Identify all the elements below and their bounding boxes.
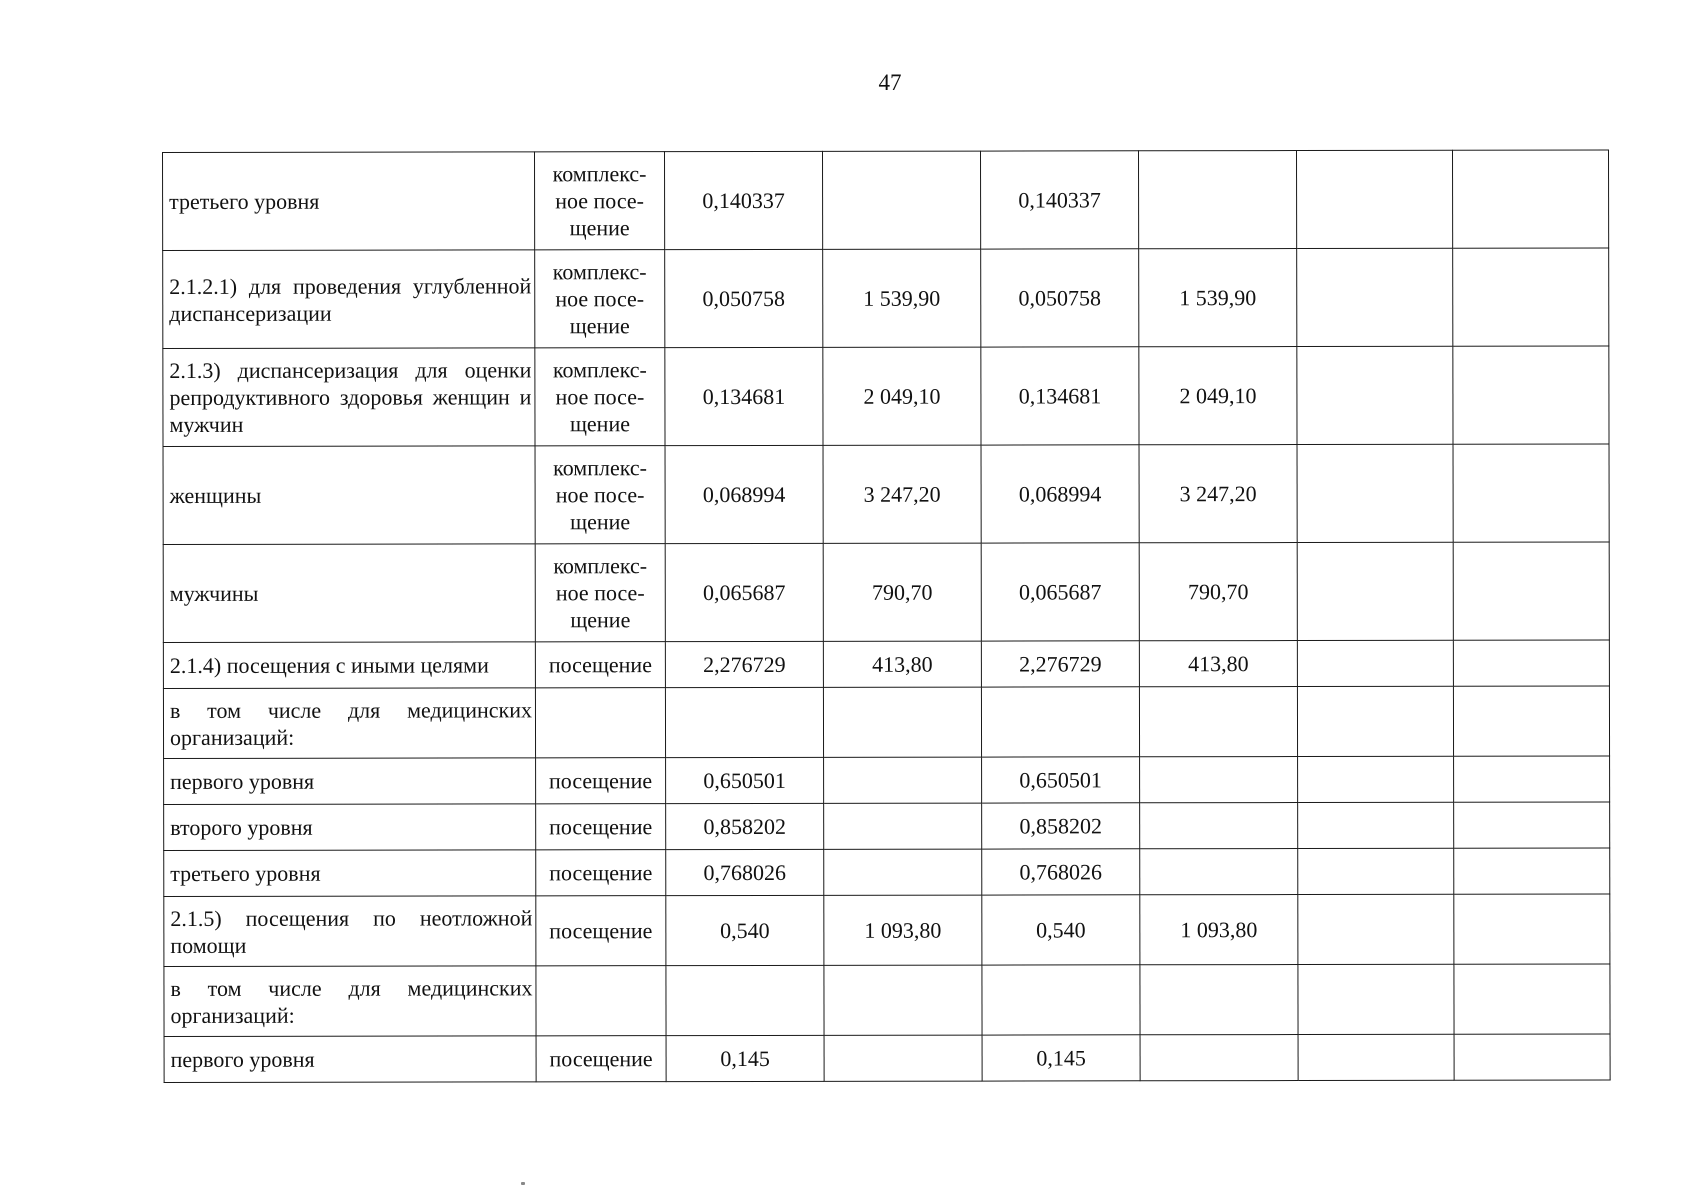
unit-cell: комплекс-ное посе-щение (535, 544, 665, 642)
value-col-1: 0,065687 (665, 543, 823, 641)
value-col-1 (666, 965, 824, 1035)
value-col-6 (1454, 848, 1610, 894)
unit-cell (536, 966, 666, 1036)
value-col-4: 1 093,80 (1140, 895, 1298, 965)
value-col-5 (1298, 802, 1454, 848)
value-col-6 (1453, 346, 1609, 444)
value-col-3: 0,858202 (982, 803, 1140, 849)
table-row (163, 686, 1609, 759)
value-col-6 (1454, 964, 1610, 1034)
value-col-2 (824, 965, 982, 1035)
value-col-4: 1 539,90 (1139, 249, 1297, 347)
scan-speck (521, 1182, 525, 1185)
value-col-3: 0,145 (982, 1035, 1140, 1081)
value-col-4: 790,70 (1139, 543, 1297, 641)
value-col-1: 0,540 (666, 895, 824, 965)
value-col-3: 0,050758 (981, 249, 1139, 347)
value-col-2: 1 093,80 (824, 895, 982, 965)
value-col-2: 3 247,20 (823, 445, 981, 543)
row-label: в том числе для медицинских организаций: (164, 966, 536, 1037)
value-col-1: 2,276729 (665, 641, 823, 687)
value-col-1: 0,858202 (666, 803, 824, 849)
value-col-4: 2 049,10 (1139, 347, 1297, 445)
value-col-5 (1297, 640, 1453, 686)
value-col-6 (1453, 686, 1609, 756)
unit-cell: посещение (536, 804, 666, 850)
table-row (163, 150, 1609, 251)
value-col-4 (1140, 757, 1298, 803)
row-label: первого уровня (164, 758, 536, 805)
unit-cell: посещение (536, 896, 666, 966)
value-col-4: 413,80 (1139, 641, 1297, 687)
value-col-6 (1453, 444, 1609, 542)
value-col-5 (1297, 444, 1453, 542)
value-col-4 (1138, 151, 1296, 249)
unit-cell (535, 688, 665, 758)
value-col-5 (1298, 1034, 1454, 1080)
value-col-6 (1454, 802, 1610, 848)
unit-cell: посещение (536, 1036, 666, 1082)
value-col-1: 0,650501 (666, 757, 824, 803)
value-col-3: 0,068994 (981, 445, 1139, 543)
value-col-3 (982, 965, 1140, 1035)
value-col-5 (1298, 964, 1454, 1034)
unit-cell: посещение (536, 850, 666, 896)
value-col-4: 3 247,20 (1139, 445, 1297, 543)
value-col-3: 0,540 (982, 895, 1140, 965)
unit-cell: посещение (536, 758, 666, 804)
value-col-6 (1454, 1034, 1610, 1080)
table-row (163, 248, 1609, 349)
value-col-6 (1454, 894, 1610, 964)
value-col-2 (824, 1035, 982, 1081)
table-body (163, 150, 1611, 1083)
table-row (164, 894, 1610, 967)
value-col-3: 0,650501 (982, 757, 1140, 803)
value-col-2 (822, 151, 980, 249)
value-col-2: 2 049,10 (823, 347, 981, 445)
value-col-1 (665, 687, 823, 757)
table-row (164, 964, 1610, 1037)
table-row (164, 756, 1610, 805)
page-number: 47 (878, 70, 902, 95)
row-label: 2.1.2.1) для проведения углубленной диспансеризации (163, 250, 535, 349)
value-col-5 (1297, 542, 1453, 640)
value-col-6 (1453, 542, 1609, 640)
row-label: женщины (163, 446, 535, 545)
table-row (163, 346, 1609, 447)
value-col-1: 0,140337 (665, 151, 823, 249)
row-label: 2.1.5) посещения по неотложной помощи (164, 896, 536, 967)
value-col-2 (824, 803, 982, 849)
value-col-6 (1453, 248, 1609, 346)
value-col-3: 2,276729 (981, 641, 1139, 687)
value-col-1: 0,145 (666, 1035, 824, 1081)
value-col-6 (1454, 756, 1610, 802)
value-col-4 (1140, 965, 1298, 1035)
row-label: 2.1.4) посещения с иными целями (163, 642, 535, 689)
value-col-3: 0,140337 (980, 151, 1138, 249)
value-col-5 (1298, 894, 1454, 964)
value-col-3 (981, 687, 1139, 757)
value-col-4 (1140, 849, 1298, 895)
table-row (163, 444, 1609, 545)
value-col-4 (1139, 687, 1297, 757)
value-col-3: 0,768026 (982, 849, 1140, 895)
data-table (162, 149, 1611, 1083)
row-label: второго уровня (164, 804, 536, 851)
table-row (163, 542, 1609, 643)
value-col-5 (1298, 848, 1454, 894)
value-col-4 (1140, 1035, 1298, 1081)
unit-cell: комплекс-ное посе-щение (535, 446, 665, 544)
value-col-1: 0,068994 (665, 445, 823, 543)
row-label: мужчины (163, 544, 535, 643)
value-col-6 (1452, 150, 1608, 248)
table-row (164, 802, 1610, 851)
unit-cell: посещение (535, 642, 665, 688)
value-col-2 (823, 687, 981, 757)
row-label: третьего уровня (164, 850, 536, 897)
table-row (164, 1034, 1610, 1083)
value-col-2: 413,80 (823, 641, 981, 687)
value-col-5 (1297, 686, 1453, 756)
unit-cell: комплекс-ное посе-щение (535, 152, 665, 250)
row-label: в том числе для медицинских организаций: (163, 688, 535, 759)
row-label: первого уровня (164, 1036, 536, 1083)
value-col-5 (1296, 150, 1452, 248)
row-label: 2.1.3) диспансеризация для оценки репродуктивного здоровья женщин и мужчин (163, 348, 535, 447)
value-col-2 (824, 757, 982, 803)
value-col-5 (1297, 346, 1453, 444)
row-label: третьего уровня (163, 152, 535, 251)
table-row (163, 640, 1609, 689)
value-col-2: 790,70 (823, 543, 981, 641)
value-col-5 (1297, 248, 1453, 346)
value-col-3: 0,134681 (981, 347, 1139, 445)
value-col-2 (824, 849, 982, 895)
value-col-1: 0,768026 (666, 849, 824, 895)
value-col-4 (1140, 803, 1298, 849)
unit-cell: комплекс-ное посе-щение (535, 348, 665, 446)
value-col-3: 0,065687 (981, 543, 1139, 641)
value-col-6 (1453, 640, 1609, 686)
value-col-2: 1 539,90 (823, 249, 981, 347)
unit-cell: комплекс-ное посе-щение (535, 250, 665, 348)
table-row (164, 848, 1610, 897)
value-col-5 (1298, 756, 1454, 802)
value-col-1: 0,050758 (665, 249, 823, 347)
value-col-1: 0,134681 (665, 347, 823, 445)
